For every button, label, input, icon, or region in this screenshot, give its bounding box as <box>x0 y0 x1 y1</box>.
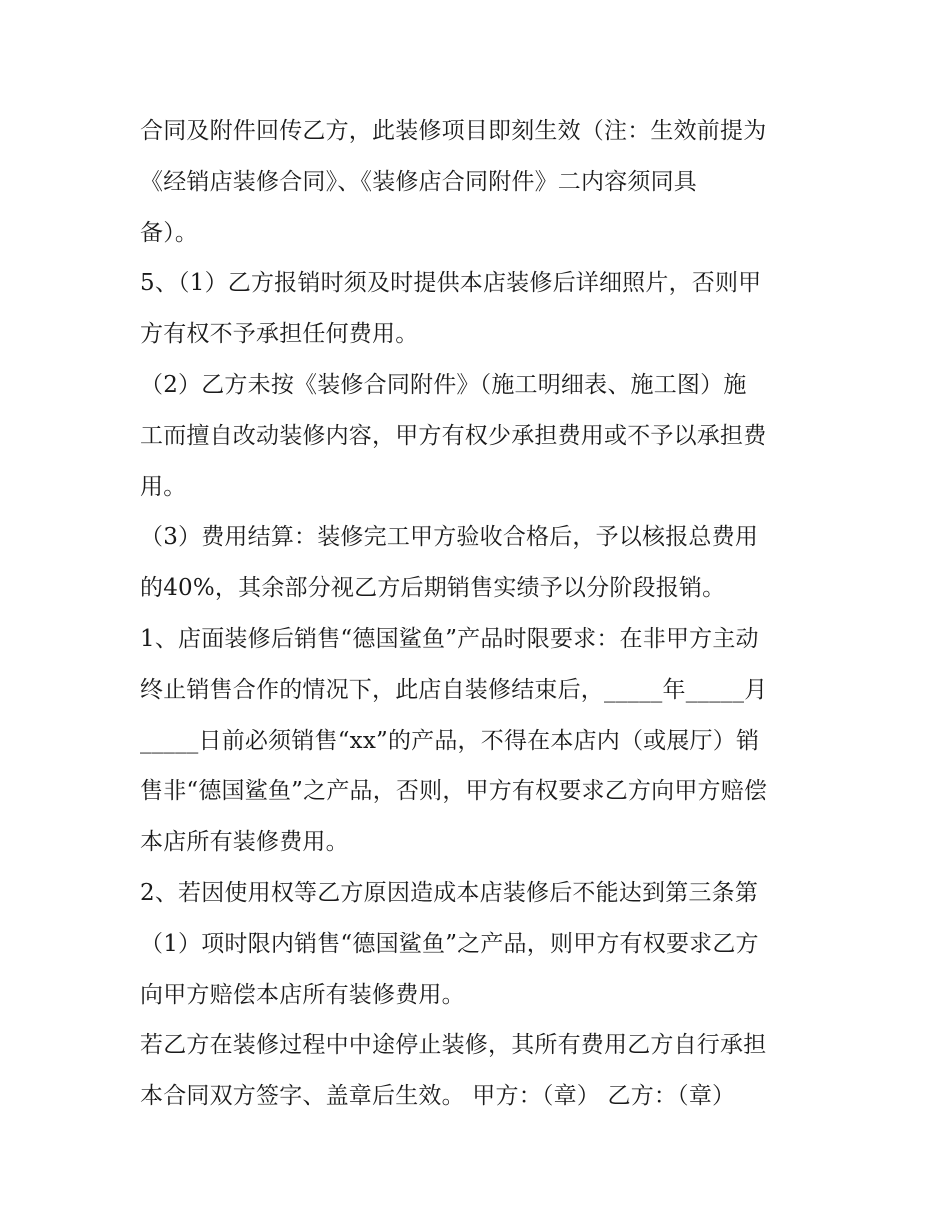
text-line: _____日前必须销售“xx”的产品，不得在本店内（或展厅）销 <box>140 727 760 754</box>
text-line: 《经销店装修合同》、《装修店合同附件》二内容须同具 <box>140 168 697 195</box>
text-line: 备）。 <box>140 219 199 246</box>
text-line: 的40%，其余部分视乙方后期销售实绩予以分阶段报销。 <box>140 575 726 602</box>
text-line: 若乙方在装修过程中中途停止装修，其所有费用乙方自行承担 <box>140 1032 767 1059</box>
text-line: 终止销售合作的情况下，此店自装修结束后，_____年_____月 <box>140 676 768 703</box>
text-line: （2）乙方未按《装修合同附件》（施工明细表、施工图）施 <box>140 371 747 398</box>
text-line: （3）费用结算：装修完工甲方验收合格后，予以核报总费用 <box>140 524 759 551</box>
text-line: 工而擅自改动装修内容，甲方有权少承担费用或不予以承担费 <box>140 422 767 449</box>
text-line: 售非“德国鲨鱼”之产品，否则，甲方有权要求乙方向甲方赔偿 <box>140 778 768 805</box>
text-line: 本店所有装修费用。 <box>140 829 349 856</box>
text-line: 用。 <box>140 473 187 500</box>
text-line: 向甲方赔偿本店所有装修费用。 <box>140 981 465 1008</box>
text-line: 5、（1）乙方报销时须及时提供本店装修后详细照片，否则甲 <box>140 270 762 297</box>
text-line: 2、若因使用权等乙方原因造成本店装修后不能达到第三条第 <box>140 879 759 906</box>
text-line: （1）项时限内销售“德国鲨鱼”之产品，则甲方有权要求乙方 <box>140 930 759 957</box>
text-line: 1、店面装修后销售“德国鲨鱼”产品时限要求：在非甲方主动 <box>140 625 759 652</box>
text-line: 合同及附件回传乙方，此装修项目即刻生效（注：生效前提为 <box>140 118 767 144</box>
contract-text-block <box>140 106 830 1122</box>
text-line: 方有权不予承担任何费用。 <box>140 321 419 348</box>
text-line: 本合同双方签字、盖章后生效。 甲方：（章） 乙方：（章） <box>140 1083 736 1110</box>
